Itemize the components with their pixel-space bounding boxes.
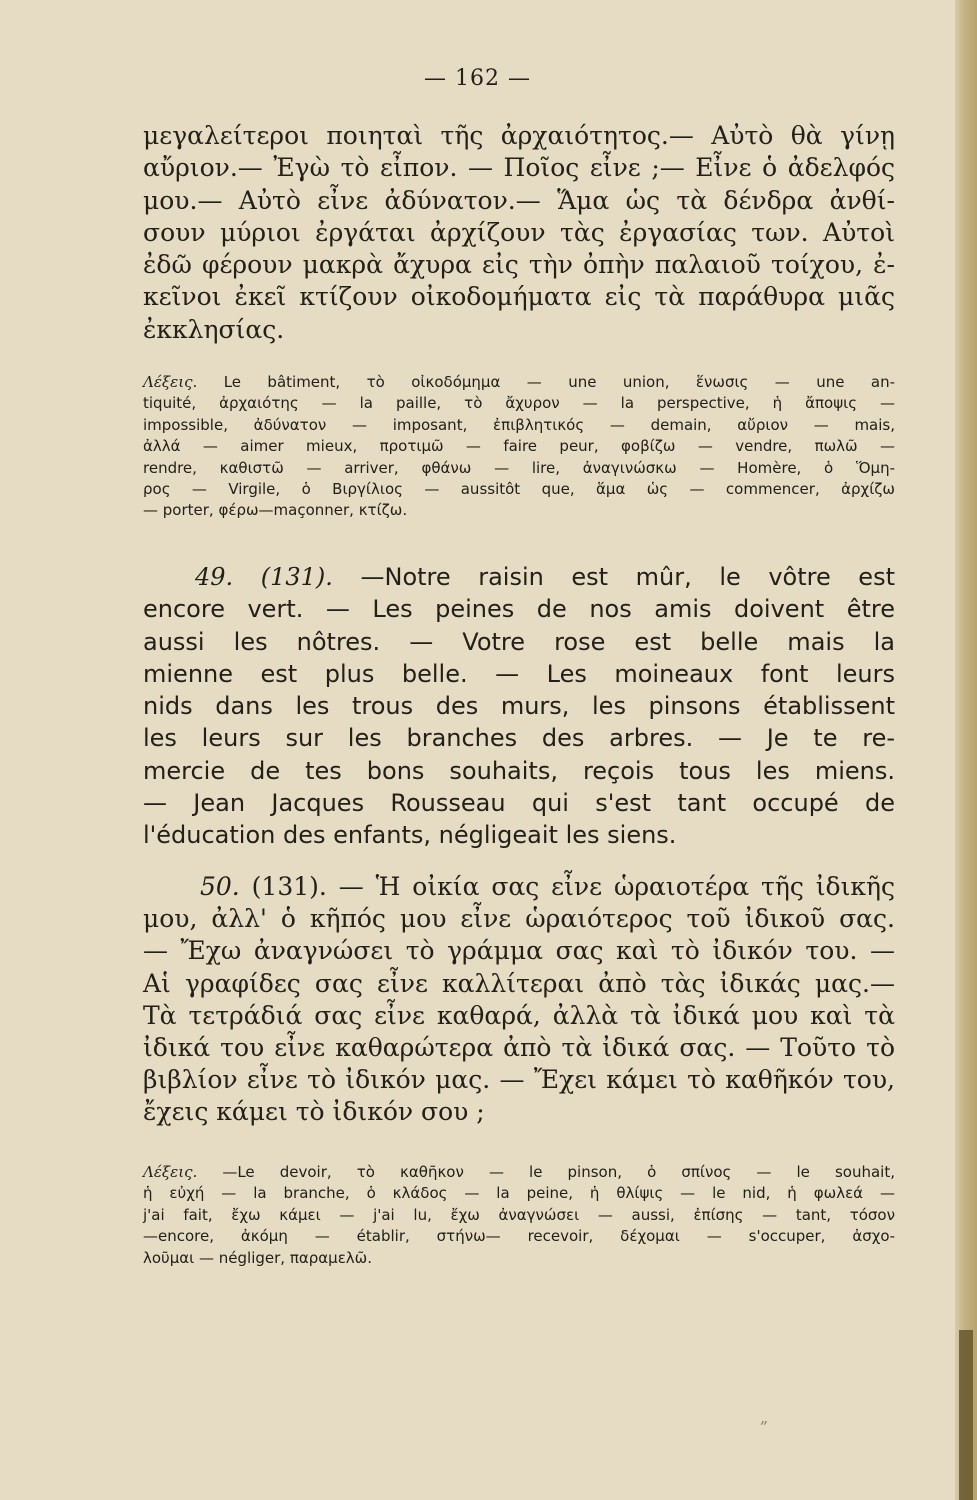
text-line bbox=[143, 561, 895, 593]
vocab-label: Λέξεις. bbox=[143, 373, 198, 391]
pencil-mark: „ bbox=[760, 1408, 769, 1427]
text-line: Αἱ γραφίδες σας εἶνε καλλίτεραι ἀπὸ τὰς ἰδικάς μας.— bbox=[143, 968, 895, 998]
exercise-text: —Notre raisin est mûr, le vôtre est bbox=[360, 563, 895, 591]
text-line: αὔριον.— Ἐγὼ τὸ εἶπον. — Ποῖος εἶνε ;— Εἶνε ὁ ἀδελφός bbox=[143, 153, 895, 183]
vocab-line: tiquité, ἀρχαιότης — la paille, τὸ ἄχυρον — la perspective, ἡ ἄποψις — bbox=[143, 394, 895, 413]
vocab-label: Λέξεις. bbox=[143, 1163, 198, 1181]
text-line bbox=[143, 871, 895, 903]
text-line: βιβλίον εἶνε τὸ ἰδικόν μας. — Ἔχει κάμει τὸ καθῆκόν του, bbox=[143, 1065, 895, 1095]
vocab-line: impossible, ἀδύνατον — imposant, ἐπιβλητικός — demain, αὔριον — mais, bbox=[143, 415, 895, 434]
text-line: ἔχεις κάμει τὸ ἰδικόν σου ; bbox=[143, 1097, 485, 1127]
vocab-line: rendre, καθιστῶ — arriver, φθάνω — lire, ἀναγινώσκω — Homère, ὁ Ὅμη- bbox=[143, 458, 895, 477]
vocab-line: j'ai fait, ἔχω κάμει — j'ai lu, ἔχω ἀναγνώσει — aussi, ἐπίσης — tant, τόσον bbox=[143, 1205, 895, 1224]
vocab-line: —encore, ἀκόμη — établir, στήνω— recevoir, δέχομαι — s'occuper, ἀσχο- bbox=[143, 1227, 895, 1246]
text-line: ἐκκλησίας. bbox=[143, 314, 285, 344]
text-line: ἐδῶ φέρουν μακρὰ ἄχυρα εἰς τὴν ὀπὴν παλαιοῦ τοίχου, ἐ- bbox=[143, 250, 895, 280]
vocab-line bbox=[143, 372, 895, 393]
vocabulary-block-2 bbox=[143, 1162, 895, 1269]
vocab-text: —Le devoir, τὸ καθῆκον — le pinson, ὁ σπίνος — le souhait, bbox=[222, 1163, 895, 1181]
vocab-line: ἡ εὐχή — la branche, ὁ κλάδος — la peine, ἡ θλίψις — le nid, ἡ φωλεά — bbox=[143, 1184, 895, 1203]
text-line: encore vert. — Les peines de nos amis doivent être bbox=[143, 595, 895, 624]
exercise-number: 50. bbox=[200, 872, 240, 901]
text-line: l'éducation des enfants, négligeait les siens. bbox=[143, 821, 677, 850]
exercise-49 bbox=[143, 561, 895, 852]
text-line: Τὰ τετράδιά σας εἶνε καθαρά, ἀλλὰ τὰ ἰδικά μου καὶ τὰ bbox=[143, 1000, 895, 1030]
text-line: mienne est plus belle. — Les moineaux font leurs bbox=[143, 659, 895, 688]
text-line: μου, ἀλλ' ὁ κῆπός μου εἶνε ὡραιότερος τοῦ ἰδικοῦ σας. bbox=[143, 904, 895, 934]
exercise-number: 49. (131). bbox=[195, 563, 333, 591]
page-number: — 162 — bbox=[424, 66, 531, 91]
text-line: mercie de tes bons souhaits, reçois tous les miens. bbox=[143, 756, 895, 785]
vocabulary-block-1 bbox=[143, 372, 895, 522]
vocab-line: λοῦμαι — négliger, παραμελῶ. bbox=[143, 1248, 373, 1267]
page-edge bbox=[955, 0, 977, 1500]
text-line: κεῖνοι ἐκεῖ κτίζουν οἰκοδομήματα εἰς τὰ παράθυρα μιᾶς bbox=[143, 282, 895, 312]
text-line: ἰδικά του εἶνε καθαρώτερα ἀπὸ τὰ ἰδικά σας. — Τοῦτο τὸ bbox=[143, 1033, 895, 1063]
vocab-text: Le bâtiment, τὸ οἰκοδόμημα — une union, ἕνωσις — une an- bbox=[223, 373, 895, 391]
text-line: — Jean Jacques Rousseau qui s'est tant occupé de bbox=[143, 789, 895, 818]
text-line: μεγαλείτεροι ποιηταὶ τῆς ἀρχαιότητος.— Αὐτὸ θὰ γίνῃ bbox=[143, 121, 895, 150]
text-line: μου.— Αὐτὸ εἶνε ἀδύνατον.— Ἅμα ὡς τὰ δένδρα ἀνθί- bbox=[143, 185, 895, 215]
vocab-line: ρος — Virgile, ὁ Βιργίλιος — aussitôt que, ἅμα ὡς — commencer, ἀρχίζω bbox=[143, 480, 895, 499]
text-line: les leurs sur les branches des arbres. — Je te re- bbox=[143, 724, 895, 753]
vocab-line bbox=[143, 1162, 895, 1183]
text-line: — Ἔχω ἀναγνώσει τὸ γράμμα σας καὶ τὸ ἰδικόν του. — bbox=[143, 936, 895, 966]
text-line: σουν μύριοι ἐργάται ἀρχίζουν τὰς ἐργασίας των. Αὐτοὶ bbox=[143, 217, 895, 247]
vocab-line: — porter, φέρω—maçonner, κτίζω. bbox=[143, 501, 408, 520]
edge-stain bbox=[959, 1330, 973, 1500]
exercise-50 bbox=[143, 871, 895, 1129]
text-line: nids dans les trous des murs, les pinsons établissent bbox=[143, 692, 895, 721]
vocab-line: ἀλλά — aimer mieux, προτιμῶ — faire peur, φοβίζω — vendre, πωλῶ — bbox=[143, 437, 895, 456]
exercise-text: (131). — Ἡ οἰκία σας εἶνε ὡραιοτέρα τῆς ἰδικῆς bbox=[251, 872, 895, 901]
lead-paragraph bbox=[143, 120, 895, 346]
text-line: aussi les nôtres. — Votre rose est belle mais la bbox=[143, 627, 895, 656]
